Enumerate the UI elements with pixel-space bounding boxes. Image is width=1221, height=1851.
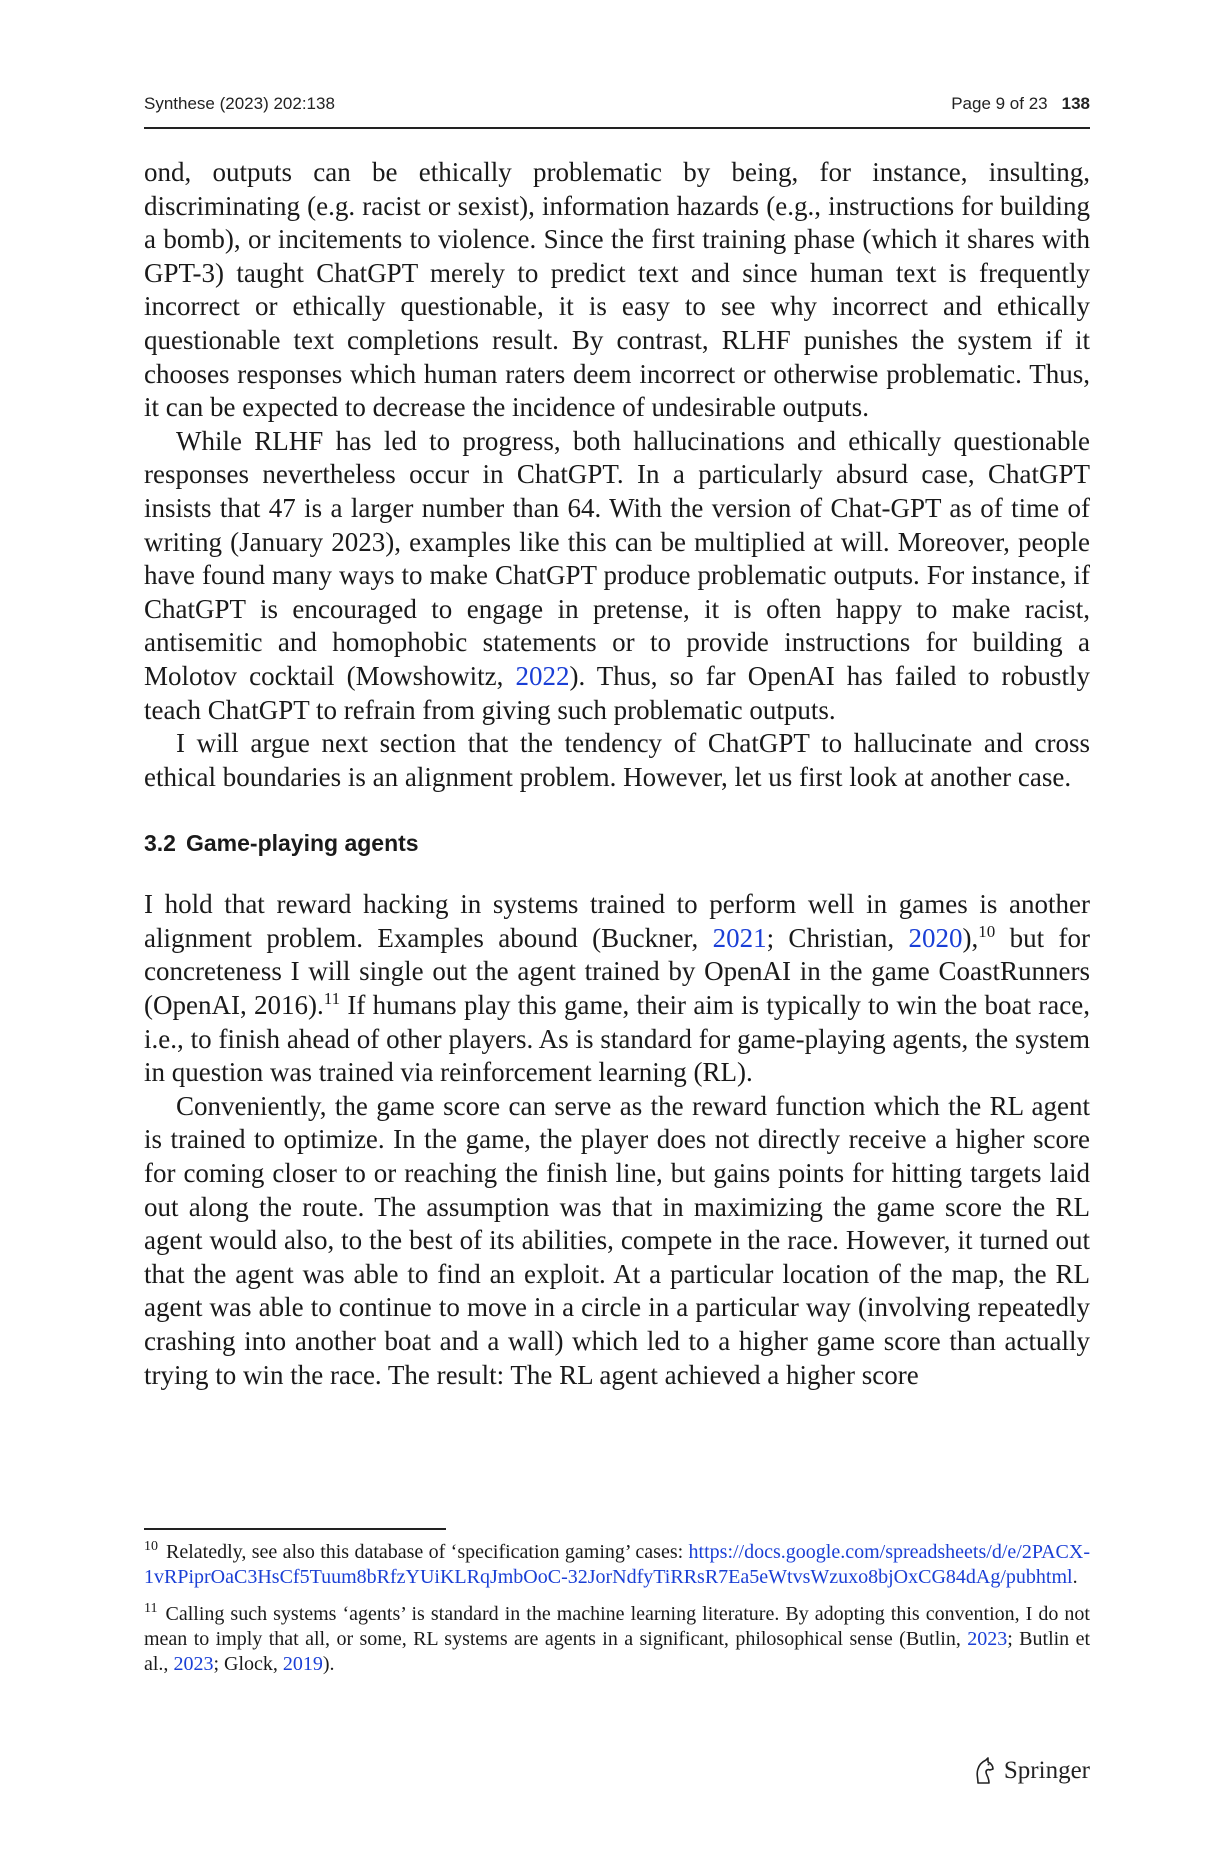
paragraph-text: but for concreteness I will single out the agent trained by OpenAI in the game CoastRunners (OpenAI, 2016). <box>144 922 1090 1021</box>
footnote-text: . <box>1072 1566 1078 1588</box>
paragraph-text: If humans play this game, their aim is typically to win the boat race, i.e., to finish ahead of other players. As is standard for game-playing agents, the system in question was trained via reinforcement learning (RL). <box>144 990 1090 1088</box>
paragraph <box>144 727 1090 794</box>
footnote-ref[interactable]: 10 <box>978 921 996 941</box>
footnote-text: Relatedly, see also this database of ‘specification gaming’ cases: <box>166 1541 689 1563</box>
footnote-text: ). <box>322 1653 335 1675</box>
citation-link[interactable]: 2020 <box>908 922 963 953</box>
footnote-text: ; Butlin et al., <box>144 1628 1091 1675</box>
paragraph-text: ; Christian, <box>766 922 909 953</box>
springer-horse-icon <box>972 1757 996 1785</box>
section-heading <box>144 828 1090 858</box>
section-title: Game-playing agents <box>185 830 419 857</box>
footnotes <box>144 1540 1090 1689</box>
paragraph-text: Conveniently, the game score can serve as the reward function which the RL agent is trained to optimize. In the game, the player does not directly receive a higher score for coming closer to or reaching the finish line, but gains points for hitting targets laid out along the route. The assumption was that in maximizing the game score the RL agent would also, to the best of its abilities, compete in the race. However, it turned out that the agent was able to find an exploit. At a particular location of the map, the RL agent was able to continue to move in a circle in a particular way (involving repeatedly crashing into another boat and a wall) which led to a higher game score than actually trying to win the race. The result: The RL agent achieved a higher score <box>144 1090 1090 1390</box>
section-number: 3.2 <box>144 830 176 857</box>
body-text <box>144 156 1090 1392</box>
footnote-text: Calling such systems ‘agents’ is standard in the machine learning literature. By adopting this convention, I do not mean to imply that all, or some, RL systems are agents in a significant, philosophical sense (Butlin, <box>144 1603 1090 1650</box>
paragraph-text: ond, outputs can be ethically problematic by being, for instance, insulting, discriminating (e.g. racist or sexist), information hazards (e.g., instructions for building a bomb), or incitements to violence. Since the first training phase (which it shares with GPT-3) taught ChatGPT merely to predict text and since human text is frequently incorrect or ethically questionable, it is easy to see why incorrect and ethically questionable text completions result. By contrast, RLHF punishes the system if it chooses responses which human raters deem incorrect or otherwise problematic. Thus, it can be expected to decrease the incidence of undesirable outputs. <box>144 157 1090 423</box>
footnote-mark: 11 <box>144 1601 158 1617</box>
journal-citation: Synthese (2023) 202:138 <box>144 94 335 113</box>
footnote-url-link[interactable]: https://docs.google.com/spreadsheets/d/e/2PACX-1vRPiprOaC3HsCf5Tuum8bRfzYUiKLRqJmbOoC-32JorNdfyTiRRsR7Ea5eWtvsWzuxo8bjOxCG84dAg/pubhtml <box>144 1541 1090 1588</box>
publisher-name: Springer <box>1003 1757 1090 1784</box>
running-header <box>144 92 1090 122</box>
footnote-rule <box>144 1528 446 1530</box>
paragraph <box>144 888 1090 1090</box>
footnote-ref[interactable]: 11 <box>323 989 341 1009</box>
paragraph-text: ), <box>962 922 979 953</box>
paragraph <box>144 425 1090 727</box>
article-number: 138 <box>1061 94 1090 113</box>
paragraph <box>144 156 1090 425</box>
paragraph-text: ). Thus, so far OpenAI has failed to robustly teach ChatGPT to refrain from giving such problematic outputs. <box>144 660 1090 725</box>
footnote-mark: 10 <box>144 1539 158 1555</box>
page-label: Page 9 of 23 <box>951 94 1048 113</box>
paragraph-text: While RLHF has led to progress, both hallucinations and ethically questionable responses nevertheless occur in ChatGPT. In a particularly absurd case, ChatGPT insists that 47 is a larger number than 64. With the version of Chat-GPT as of time of writing (January 2023), examples like this can be multiplied at will. Moreover, people have found many ways to make ChatGPT produce problematic outputs. For instance, if ChatGPT is encouraged to engage in pretense, it is often happy to make racist, antisemitic and homophobic statements or to provide instructions for building a Molotov cocktail (Mowshowitz, <box>144 425 1090 691</box>
footnote <box>144 1602 1090 1677</box>
citation-link[interactable]: 2021 <box>712 922 767 953</box>
footnote-text: ; Glock, <box>213 1653 283 1675</box>
paragraph-text: I hold that reward hacking in systems trained to perform well in games is another alignment problem. Examples abound (Buckner, <box>144 889 1090 953</box>
page-info <box>951 94 1090 114</box>
citation-link[interactable]: 2019 <box>282 1653 323 1675</box>
footnote <box>144 1540 1090 1590</box>
citation-link[interactable]: 2022 <box>515 660 570 691</box>
citation-link[interactable]: 2023 <box>967 1628 1008 1650</box>
citation-link[interactable]: 2023 <box>173 1653 214 1675</box>
publisher-logo <box>972 1756 1090 1786</box>
paragraph <box>144 1090 1090 1392</box>
paragraph-text: I will argue next section that the tendency of ChatGPT to hallucinate and cross ethical boundaries is an alignment problem. However, let us first look at another case. <box>144 728 1090 792</box>
header-rule <box>144 127 1090 129</box>
